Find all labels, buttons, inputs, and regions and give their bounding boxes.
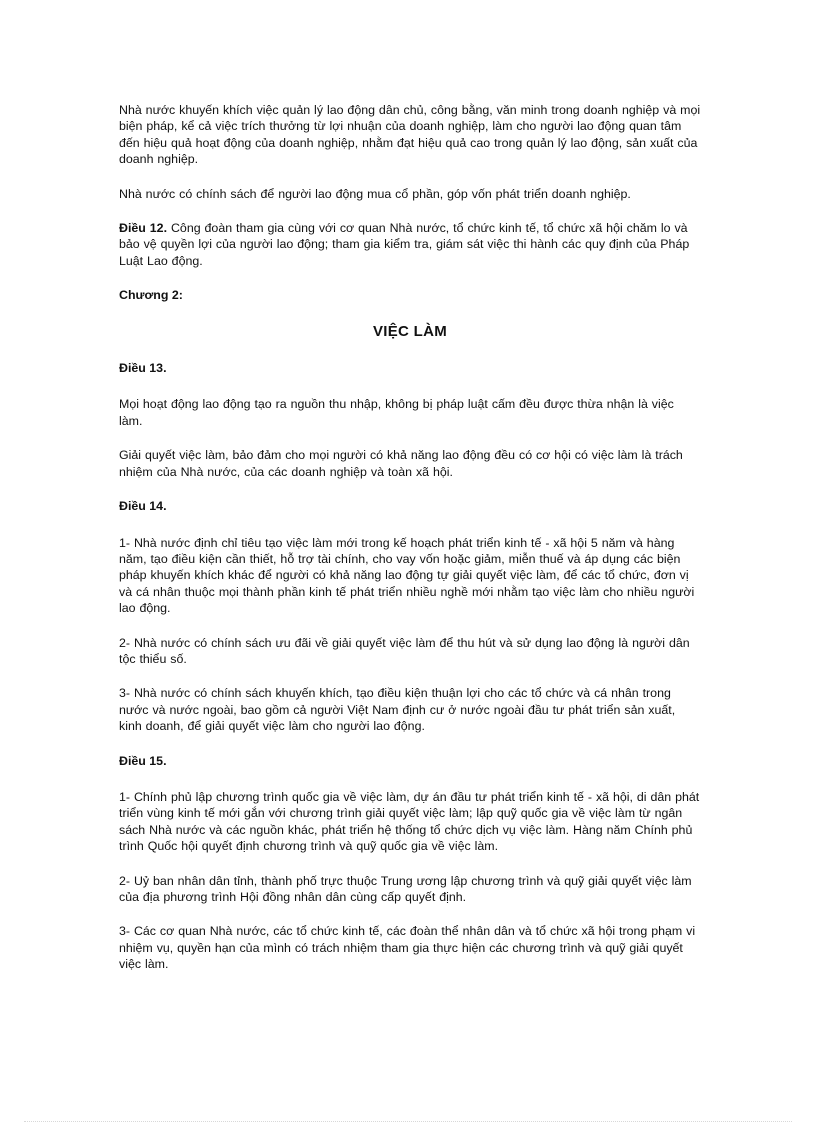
paragraph: 3- Các cơ quan Nhà nước, các tổ chức kinh tế, các đoàn thể nhân dân và tổ chức xã hội trong phạm vi nhiệm vụ, quyền hạn của mình có trách nhiệm tham gia thực hiện các chương trình và quỹ giải quyết việc làm. (119, 924, 696, 972)
paragraph: Giải quyết việc làm, bảo đảm cho mọi người có khả năng lao động đều có cơ hội có việc làm là trách nhiệm của Nhà nước, của các doanh nghiệp và toàn xã hội. (119, 448, 683, 479)
paragraph: 2- Nhà nước có chính sách ưu đãi về giải quyết việc làm để thu hút và sử dụng lao động là người dân tộc thiểu số. (119, 635, 690, 666)
paragraph: 1- Chính phủ lập chương trình quốc gia về việc làm, dự án đầu tư phát triển kinh tế - xã hội, di dân phát triển vùng kinh tế mới gắn với chương trình giải quyết việc làm; lập quỹ quốc gia về việc làm từ ngân sách Nhà nước và các nguồn khác, phát triển hệ thống tổ chức dịch vụ việc làm. Hàng năm Chính phủ trình Quốc hội quyết định chương trình và quỹ quốc gia về việc làm. (119, 789, 700, 854)
chapter-label: Chương 2: (119, 288, 183, 303)
document-body (119, 102, 701, 991)
article-15-label: Điều 15. (119, 753, 167, 768)
paragraph: Nhà nước khuyến khích việc quản lý lao động dân chủ, công bằng, văn minh trong doanh nghiệp và mọi biện pháp, kể cả việc trích thưởng từ lợi nhuận của doanh nghiệp, làm cho người lao động quan tâm đến hiệu quả hoạt động của doanh nghiệp, nhằm đạt hiệu quả cao trong quản lý lao động, sản xuất của doanh nghiệp. (119, 103, 701, 167)
article-12-paragraph (119, 220, 701, 269)
paragraph: Mọi hoạt động lao động tạo ra nguồn thu nhập, không bị pháp luật cấm đều được thừa nhận là việc làm. (119, 397, 674, 428)
paragraph: 1- Nhà nước định chỉ tiêu tạo việc làm mới trong kế hoạch phát triển kinh tế - xã hội 5 năm và hàng năm, tạo điều kiện cần thiết, hỗ trợ tài chính, cho vay vốn hoặc giảm, miễn thuế và áp dụng các biện pháp khuyến khích khác để người có khả năng lao động tự giải quyết việc làm, để các tổ chức, đơn vị và cá nhân thuộc mọi thành phần kinh tế phát triển nhiều nghề mới nhằm tạo việc làm cho nhiều người lao động. (119, 535, 695, 616)
page-bottom-divider (24, 1121, 792, 1122)
article-12-text: Công đoàn tham gia cùng với cơ quan Nhà nước, tổ chức kinh tế, tổ chức xã hội chăm lo và bảo vệ quyền lợi của người lao động; tham gia kiểm tra, giám sát việc thi hành các quy định của Pháp Luật Lao động. (119, 221, 690, 268)
article-12-label: Điều 12. (119, 221, 168, 236)
article-13-label: Điều 13. (119, 361, 167, 376)
paragraph: 3- Nhà nước có chính sách khuyến khích, tạo điều kiện thuận lợi cho các tổ chức và cá nhân trong nước và nước ngoài, bao gồm cả người Việt Nam định cư ở nước ngoài đầu tư phát triển sản xuất, kinh doanh, để giải quyết việc làm cho người lao động. (119, 686, 676, 734)
chapter-title: VIỆC LÀM (372, 322, 448, 340)
article-14-label: Điều 14. (119, 499, 167, 514)
paragraph: 2- Uỷ ban nhân dân tỉnh, thành phố trực thuộc Trung ương lập chương trình và quỹ giải quyết việc làm của địa phương trình Hội đồng nhân dân cùng cấp quyết định. (119, 873, 692, 904)
paragraph: Nhà nước có chính sách để người lao động mua cổ phần, góp vốn phát triển doanh nghiệp. (119, 186, 631, 201)
